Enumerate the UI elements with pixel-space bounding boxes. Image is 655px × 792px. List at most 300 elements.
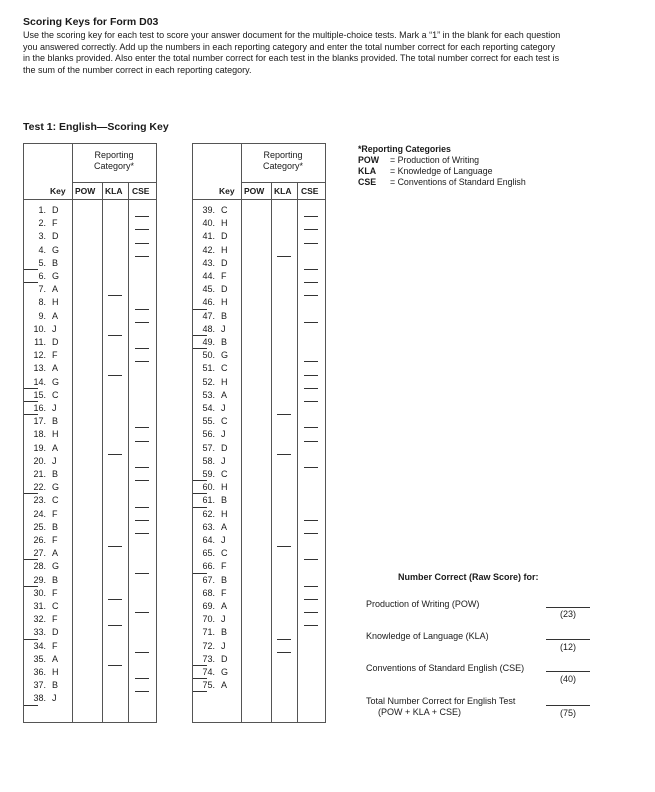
question-number: 58. xyxy=(202,455,215,466)
question-number: 74. xyxy=(202,667,215,677)
question-row xyxy=(193,311,325,324)
question-number: 24. xyxy=(33,508,46,519)
answer-key: A xyxy=(52,548,59,559)
answer-key: B xyxy=(52,257,59,268)
question-number: 11. xyxy=(34,337,46,347)
page-title: Scoring Keys for Form D03 xyxy=(23,16,159,28)
question-row xyxy=(193,403,325,416)
question-number: 22. xyxy=(33,482,46,493)
question-row xyxy=(24,509,156,522)
question-number: 40. xyxy=(202,218,215,229)
question-number: 6. xyxy=(38,271,46,281)
answer-key: A xyxy=(52,284,59,295)
question-number: 34. xyxy=(33,640,46,651)
question-row xyxy=(24,627,156,640)
question-number: 61. xyxy=(202,495,215,506)
question-row xyxy=(193,205,325,218)
answer-key: A xyxy=(221,601,228,611)
answer-blank-kla[interactable] xyxy=(108,335,122,336)
question-row xyxy=(24,693,156,706)
answer-key: F xyxy=(52,508,58,519)
question-row xyxy=(193,416,325,429)
question-number: 69. xyxy=(202,601,215,611)
answer-blank-cse[interactable] xyxy=(135,520,149,521)
question-number: 47. xyxy=(202,310,215,321)
question-number: 31. xyxy=(33,601,46,611)
answer-blank-kla[interactable] xyxy=(108,295,122,296)
question-number: 28. xyxy=(33,561,46,572)
answer-key: B xyxy=(52,521,59,532)
question-number: 46. xyxy=(202,297,215,308)
answer-key: J xyxy=(221,535,226,545)
answer-key: D xyxy=(221,231,228,242)
legend-item-cse: CSE = Conventions of Standard English xyxy=(358,177,526,187)
question-row xyxy=(193,627,325,640)
question-row xyxy=(193,522,325,535)
answer-blank-kla[interactable] xyxy=(277,256,291,257)
scoring-key-table-right xyxy=(192,143,326,723)
answer-key: J xyxy=(221,614,226,625)
question-row xyxy=(24,337,156,350)
answer-key: F xyxy=(221,271,227,281)
answer-key: C xyxy=(221,363,228,374)
answer-key: F xyxy=(221,587,227,598)
question-number: 49. xyxy=(202,337,215,347)
question-row xyxy=(24,443,156,456)
question-number: 5. xyxy=(38,257,46,268)
answer-key: D xyxy=(52,205,59,215)
answer-blank-kla[interactable] xyxy=(108,665,122,666)
answer-blank-cse[interactable] xyxy=(304,427,318,428)
summary-title: Number Correct (Raw Score) for: xyxy=(398,572,539,582)
question-row xyxy=(193,297,325,310)
answer-blank-cse[interactable] xyxy=(304,559,318,560)
answer-key: F xyxy=(52,535,58,545)
answer-blank-cse[interactable] xyxy=(135,691,149,692)
question-row xyxy=(24,522,156,535)
col-kla: KLA xyxy=(274,186,292,196)
answer-key: H xyxy=(52,429,59,440)
answer-blank-cse[interactable] xyxy=(135,652,149,653)
question-number: 21. xyxy=(33,469,46,479)
answer-key: B xyxy=(52,416,59,427)
question-row xyxy=(24,614,156,627)
answer-key: B xyxy=(221,574,228,585)
question-row xyxy=(24,350,156,363)
answer-blank-kla[interactable] xyxy=(108,625,122,626)
answer-key: A xyxy=(221,521,228,532)
answer-key: C xyxy=(221,416,228,427)
kla-blank[interactable] xyxy=(546,639,590,640)
answer-blank-cse[interactable] xyxy=(304,533,318,534)
question-number: 39. xyxy=(202,205,215,215)
answer-blank-pow[interactable] xyxy=(24,493,38,494)
question-row xyxy=(24,271,156,284)
question-number: 38. xyxy=(33,693,46,704)
question-row xyxy=(24,258,156,271)
col-key: Key xyxy=(50,186,66,196)
question-number: 72. xyxy=(202,640,215,651)
answer-key: J xyxy=(52,693,57,704)
answer-blank-cse[interactable] xyxy=(304,467,318,468)
answer-key: G xyxy=(52,271,60,281)
answer-key: H xyxy=(221,376,228,387)
answer-blank-cse[interactable] xyxy=(304,599,318,600)
col-pow: POW xyxy=(244,186,265,196)
answer-key: H xyxy=(221,482,228,493)
question-row xyxy=(193,575,325,588)
question-row xyxy=(193,443,325,456)
question-number: 63. xyxy=(202,521,215,532)
answer-key: H xyxy=(221,297,228,308)
question-row xyxy=(24,680,156,693)
answer-key: F xyxy=(52,350,58,361)
answer-key: J xyxy=(221,323,226,334)
answer-key: C xyxy=(221,205,228,215)
answer-blank-pow[interactable] xyxy=(24,414,38,415)
answer-blank-cse[interactable] xyxy=(304,282,318,283)
question-row xyxy=(193,363,325,376)
question-row xyxy=(24,231,156,244)
question-row xyxy=(24,482,156,495)
answer-blank-kla[interactable] xyxy=(277,414,291,415)
answer-blank-cse[interactable] xyxy=(304,269,318,270)
answer-blank-cse[interactable] xyxy=(135,573,149,574)
answer-blank-pow[interactable] xyxy=(193,335,207,336)
total-label: Total Number Correct for English Test xyxy=(366,696,516,706)
question-number: 16. xyxy=(33,403,46,413)
question-row xyxy=(193,601,325,614)
answer-blank-cse[interactable] xyxy=(304,229,318,230)
reporting-categories-legend xyxy=(358,144,526,188)
col-kla: KLA xyxy=(105,186,123,196)
answer-blank-cse[interactable] xyxy=(304,441,318,442)
answer-key: C xyxy=(221,469,228,479)
question-number: 48. xyxy=(202,323,215,334)
question-row xyxy=(24,297,156,310)
question-row xyxy=(193,654,325,667)
answer-key: B xyxy=(52,574,59,585)
answer-blank-pow[interactable] xyxy=(24,401,38,402)
col-key: Key xyxy=(219,186,235,196)
answer-key: G xyxy=(52,244,60,255)
raw-score-summary xyxy=(360,572,590,732)
question-number: 41. xyxy=(202,231,215,242)
answer-key: B xyxy=(221,627,228,638)
total-value: (75) xyxy=(559,708,576,718)
question-number: 66. xyxy=(202,561,215,572)
reporting-category-header: Reporting Category* xyxy=(262,150,304,171)
question-number: 33. xyxy=(33,627,46,638)
answer-key: D xyxy=(52,337,59,347)
question-number: 51. xyxy=(202,363,215,374)
question-row xyxy=(24,284,156,297)
answer-blank-cse[interactable] xyxy=(135,441,149,442)
answer-key: A xyxy=(52,653,59,664)
question-row xyxy=(193,377,325,390)
question-number: 30. xyxy=(33,587,46,598)
question-row xyxy=(193,482,325,495)
question-row xyxy=(24,469,156,482)
question-row xyxy=(193,231,325,244)
question-number: 7. xyxy=(38,284,46,295)
question-number: 1. xyxy=(38,205,46,215)
question-row xyxy=(24,667,156,680)
answer-blank-cse[interactable] xyxy=(304,612,318,613)
question-row xyxy=(24,363,156,376)
answer-blank-kla[interactable] xyxy=(277,454,291,455)
question-number: 44. xyxy=(202,271,215,281)
total-blank[interactable] xyxy=(546,705,590,706)
question-number: 73. xyxy=(202,653,215,664)
question-row xyxy=(193,588,325,601)
question-number: 29. xyxy=(33,574,46,585)
answer-key: A xyxy=(221,389,228,400)
answer-key: G xyxy=(52,376,60,387)
question-row xyxy=(193,535,325,548)
question-number: 50. xyxy=(202,350,215,361)
question-number: 71. xyxy=(202,627,215,638)
question-row xyxy=(24,311,156,324)
question-number: 75. xyxy=(202,680,215,691)
answer-blank-cse[interactable] xyxy=(304,625,318,626)
answer-key: F xyxy=(52,640,58,651)
kla-label: Knowledge of Language (KLA) xyxy=(366,631,489,641)
answer-blank-cse[interactable] xyxy=(135,507,149,508)
question-number: 57. xyxy=(202,442,215,453)
question-number: 4. xyxy=(38,244,46,255)
question-number: 36. xyxy=(33,667,46,677)
question-number: 67. xyxy=(202,574,215,585)
instructions-text: Use the scoring key for each test to score your answer document for the multiple-choice tests. Mark a “1” in the blank for each question you answered correctly. Add up the numbers in each reporting category and enter the total number correct for each reporting category in the blanks provided. Also enter the total number correct for each test in the blanks provided. The total number correct for each test is the sum of the number correct in each reporting category. xyxy=(23,30,561,75)
answer-key: D xyxy=(221,284,228,295)
question-number: 18. xyxy=(33,429,46,440)
pow-label: Production of Writing (POW) xyxy=(366,599,480,609)
question-row xyxy=(24,218,156,231)
answer-key: J xyxy=(221,429,226,440)
answer-key: D xyxy=(221,653,228,664)
question-number: 43. xyxy=(202,257,215,268)
answer-key: H xyxy=(52,667,59,677)
answer-blank-kla[interactable] xyxy=(277,639,291,640)
answer-key: D xyxy=(221,442,228,453)
answer-blank-cse[interactable] xyxy=(304,375,318,376)
legend-item-kla: KLA = Knowledge of Language xyxy=(358,166,493,176)
answer-key: B xyxy=(221,495,228,506)
question-row xyxy=(193,271,325,284)
question-number: 65. xyxy=(202,548,215,559)
answer-key: B xyxy=(52,469,59,479)
question-number: 52. xyxy=(202,376,215,387)
answer-blank-cse[interactable] xyxy=(135,361,149,362)
answer-blank-cse[interactable] xyxy=(135,467,149,468)
answer-blank-pow[interactable] xyxy=(24,586,38,587)
question-row xyxy=(24,495,156,508)
question-number: 59. xyxy=(202,469,215,479)
answer-blank-cse[interactable] xyxy=(304,322,318,323)
answer-blank-pow[interactable] xyxy=(193,507,207,508)
answer-blank-kla[interactable] xyxy=(277,546,291,547)
question-row xyxy=(193,350,325,363)
answer-blank-cse[interactable] xyxy=(304,243,318,244)
kla-value: (12) xyxy=(559,642,576,652)
question-number: 53. xyxy=(202,389,215,400)
answer-blank-pow[interactable] xyxy=(193,678,207,679)
answer-key: F xyxy=(221,561,227,572)
answer-blank-cse[interactable] xyxy=(135,243,149,244)
question-number: 27. xyxy=(33,548,46,559)
answer-blank-pow[interactable] xyxy=(193,309,207,310)
answer-blank-cse[interactable] xyxy=(135,229,149,230)
answer-key: C xyxy=(221,548,228,559)
question-row xyxy=(193,667,325,680)
answer-key: C xyxy=(52,601,59,611)
answer-blank-cse[interactable] xyxy=(135,256,149,257)
question-row xyxy=(24,429,156,442)
cse-value: (40) xyxy=(559,674,576,684)
answer-blank-pow[interactable] xyxy=(193,665,207,666)
question-row xyxy=(193,641,325,654)
answer-blank-cse[interactable] xyxy=(304,586,318,587)
answer-key: B xyxy=(221,310,228,321)
question-row xyxy=(24,535,156,548)
answer-blank-cse[interactable] xyxy=(135,678,149,679)
question-row xyxy=(193,390,325,403)
answer-blank-pow[interactable] xyxy=(24,559,38,560)
question-row xyxy=(193,324,325,337)
question-number: 3. xyxy=(38,231,46,242)
answer-key: A xyxy=(52,442,59,453)
answer-key: A xyxy=(52,363,59,374)
answer-key: H xyxy=(221,508,228,519)
answer-blank-pow[interactable] xyxy=(193,573,207,574)
test-title: Test 1: English—Scoring Key xyxy=(23,121,169,133)
answer-blank-cse[interactable] xyxy=(135,612,149,613)
question-row xyxy=(193,495,325,508)
question-row xyxy=(193,548,325,561)
answer-blank-cse[interactable] xyxy=(135,309,149,310)
answer-key: H xyxy=(221,218,228,229)
question-number: 23. xyxy=(33,495,46,506)
question-row xyxy=(193,680,325,693)
question-number: 2. xyxy=(38,218,46,229)
question-row xyxy=(193,509,325,522)
question-number: 19. xyxy=(33,442,46,453)
question-number: 15. xyxy=(33,389,46,400)
answer-key: C xyxy=(52,495,59,506)
pow-value: (23) xyxy=(559,609,576,619)
answer-blank-pow[interactable] xyxy=(24,282,38,283)
answer-key: B xyxy=(221,337,228,347)
question-number: 32. xyxy=(33,614,46,625)
answer-blank-pow[interactable] xyxy=(193,480,207,481)
answer-blank-cse[interactable] xyxy=(135,427,149,428)
answer-blank-cse[interactable] xyxy=(304,401,318,402)
answer-key: G xyxy=(52,561,60,572)
answer-blank-kla[interactable] xyxy=(108,454,122,455)
answer-blank-cse[interactable] xyxy=(135,533,149,534)
question-number: 54. xyxy=(202,403,215,413)
question-row xyxy=(24,403,156,416)
answer-blank-pow[interactable] xyxy=(24,269,38,270)
cse-blank[interactable] xyxy=(546,671,590,672)
question-row xyxy=(193,218,325,231)
question-row xyxy=(24,245,156,258)
question-number: 10. xyxy=(33,323,46,334)
legend-item-pow: POW = Production of Writing xyxy=(358,155,480,165)
answer-blank-pow[interactable] xyxy=(193,691,207,692)
answer-blank-cse[interactable] xyxy=(304,361,318,362)
answer-blank-kla[interactable] xyxy=(108,546,122,547)
answer-key: F xyxy=(52,218,58,229)
answer-blank-cse[interactable] xyxy=(135,216,149,217)
question-number: 42. xyxy=(202,244,215,255)
question-number: 64. xyxy=(202,535,215,545)
answer-blank-pow[interactable] xyxy=(24,388,38,389)
question-row xyxy=(24,561,156,574)
legend-title: *Reporting Categories xyxy=(358,144,451,154)
answer-key: D xyxy=(52,231,59,242)
answer-key: F xyxy=(52,614,58,625)
question-row xyxy=(24,205,156,218)
answer-blank-pow[interactable] xyxy=(193,493,207,494)
question-number: 60. xyxy=(202,482,215,493)
answer-blank-cse[interactable] xyxy=(304,216,318,217)
answer-blank-pow[interactable] xyxy=(24,639,38,640)
question-number: 25. xyxy=(33,521,46,532)
reporting-category-header: Reporting Category* xyxy=(93,150,135,171)
cse-label: Conventions of Standard English (CSE) xyxy=(366,663,525,673)
question-row xyxy=(193,337,325,350)
answer-key: A xyxy=(52,310,59,321)
answer-key: J xyxy=(221,640,226,651)
question-number: 70. xyxy=(202,614,215,625)
question-number: 45. xyxy=(202,284,215,295)
answer-blank-cse[interactable] xyxy=(304,520,318,521)
question-row xyxy=(193,614,325,627)
answer-blank-cse[interactable] xyxy=(304,295,318,296)
answer-key: B xyxy=(52,680,59,691)
question-number: 12. xyxy=(33,350,46,361)
question-row xyxy=(193,469,325,482)
question-row xyxy=(24,548,156,561)
question-row xyxy=(24,456,156,469)
answer-blank-kla[interactable] xyxy=(108,375,122,376)
answer-blank-pow[interactable] xyxy=(193,348,207,349)
question-number: 55. xyxy=(202,416,215,427)
total-formula: (POW + KLA + CSE) xyxy=(378,707,462,717)
question-number: 37. xyxy=(33,680,46,691)
answer-blank-cse[interactable] xyxy=(135,480,149,481)
answer-key: H xyxy=(52,297,59,308)
col-cse: CSE xyxy=(132,186,150,196)
question-row xyxy=(24,588,156,601)
answer-key: G xyxy=(52,482,60,493)
answer-key: F xyxy=(52,587,58,598)
question-row xyxy=(193,258,325,271)
answer-blank-kla[interactable] xyxy=(277,652,291,653)
question-row xyxy=(24,654,156,667)
question-row xyxy=(193,456,325,469)
answer-key: J xyxy=(52,323,57,334)
answer-blank-cse[interactable] xyxy=(304,388,318,389)
pow-blank[interactable] xyxy=(546,607,590,608)
answer-blank-cse[interactable] xyxy=(135,322,149,323)
question-number: 62. xyxy=(202,508,215,519)
answer-blank-pow[interactable] xyxy=(24,705,38,706)
answer-blank-cse[interactable] xyxy=(135,348,149,349)
answer-blank-kla[interactable] xyxy=(108,599,122,600)
